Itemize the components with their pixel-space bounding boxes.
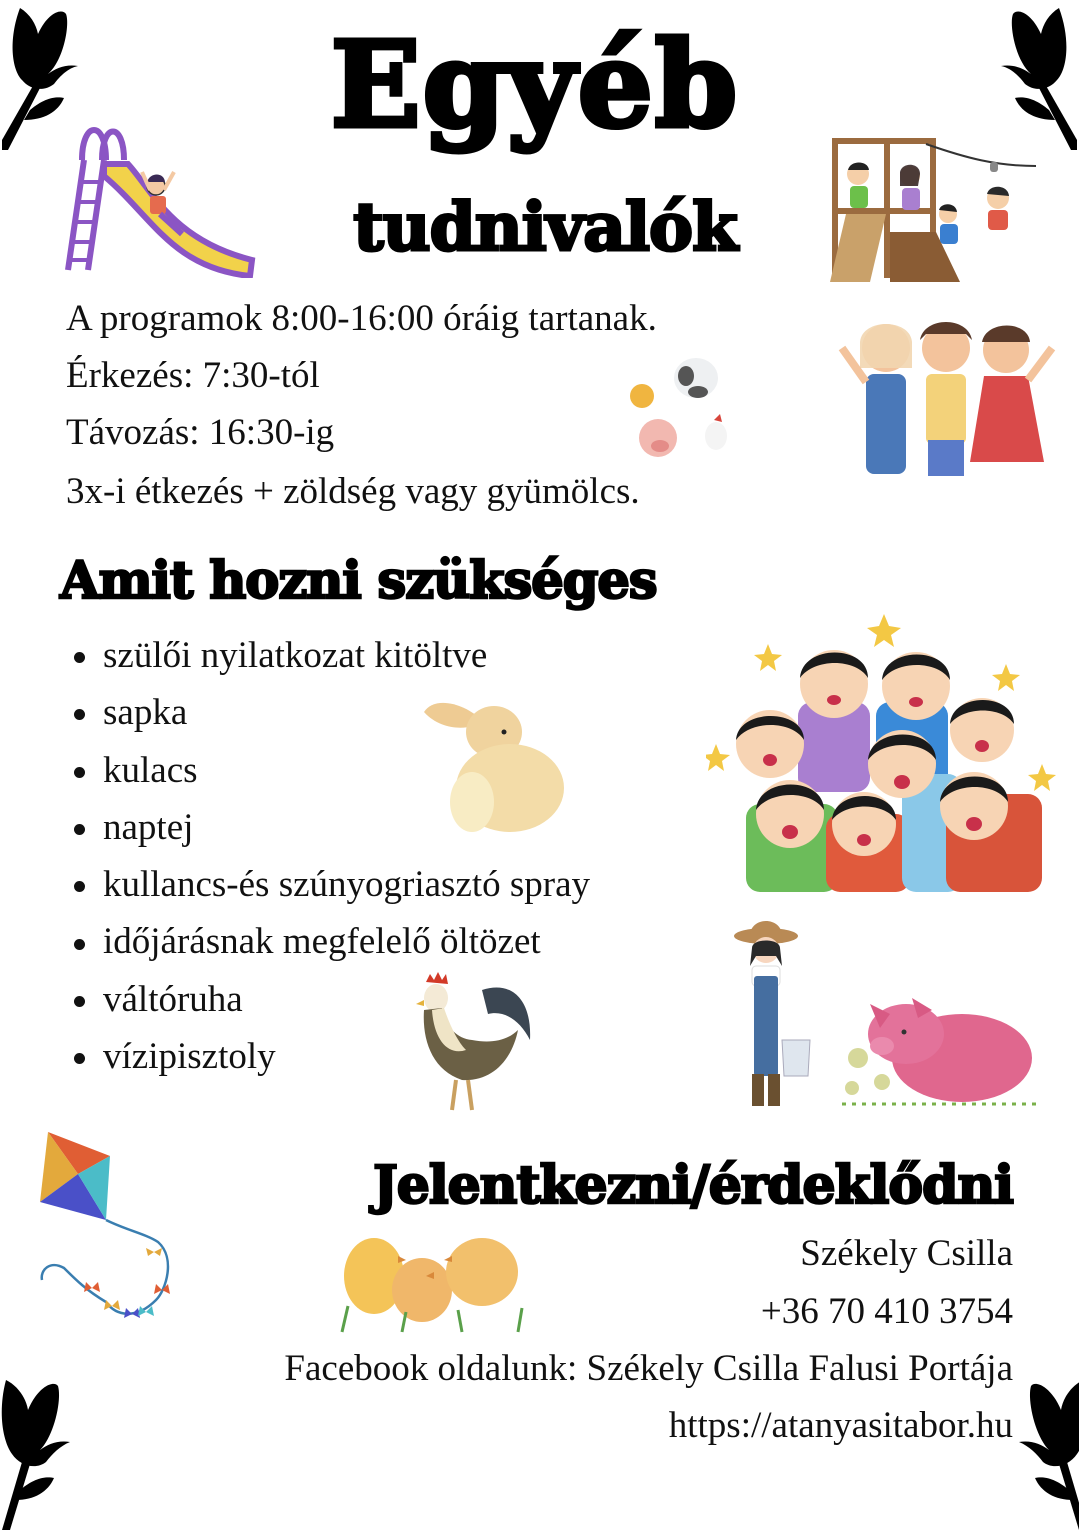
list-item xyxy=(74,856,590,913)
list-item xyxy=(74,684,590,741)
farmer-girl-illustration xyxy=(730,916,814,1108)
bring-section-heading: Amit hozni szükséges xyxy=(60,551,657,611)
bullet-icon xyxy=(74,709,85,720)
bullet-icon xyxy=(74,881,85,892)
kite-illustration xyxy=(36,1130,176,1336)
list-item xyxy=(74,971,590,1028)
list-item-label: szülői nyilatkozat kitöltve xyxy=(103,635,488,676)
slide-illustration xyxy=(62,120,258,278)
bullet-icon xyxy=(74,939,85,950)
arrival-time-text: Érkezés: 7:30-tól xyxy=(66,355,320,396)
list-item-label: kullancs-és szúnyogriasztó spray xyxy=(103,864,591,906)
contact-phone[interactable]: +36 70 410 3754 xyxy=(760,1291,1013,1332)
chicks-illustration xyxy=(322,1226,534,1334)
bullet-icon xyxy=(74,652,85,663)
list-item xyxy=(74,799,590,856)
meals-text: 3x-i étkezés + zöldség vagy gyümölcs. xyxy=(66,471,640,512)
bullet-icon xyxy=(74,996,85,1007)
list-item xyxy=(74,742,590,799)
cheering-kids-illustration xyxy=(706,614,1058,892)
tulip-icon-bottom-left xyxy=(0,1370,80,1530)
contact-name: Székely Csilla xyxy=(800,1233,1013,1274)
tulip-icon-top-right xyxy=(989,0,1079,150)
page-subtitle: tudnivalók xyxy=(353,188,737,266)
playground-zipline-illustration xyxy=(826,132,1040,284)
departure-time-text: Távozás: 16:30-ig xyxy=(66,412,335,453)
list-item-label: időjárásnak megfelelő öltözet xyxy=(103,921,541,963)
facebook-page-text: Facebook oldalunk: Székely Csilla Falusi Portája xyxy=(284,1348,1013,1389)
contact-section-heading: Jelentkezni/érdeklődni xyxy=(373,1155,1013,1216)
list-item-label: vízipisztoly xyxy=(103,1036,276,1078)
three-girls-illustration xyxy=(838,312,1056,488)
tulip-icon-bottom-right xyxy=(1009,1370,1079,1530)
list-item-label: naptej xyxy=(103,806,194,848)
list-item-label: sapka xyxy=(103,692,188,734)
list-item xyxy=(74,913,590,970)
list-item xyxy=(74,627,590,684)
list-item-label: kulacs xyxy=(103,749,198,791)
page-title: Egyéb xyxy=(330,15,740,154)
list-item-label: váltóruha xyxy=(103,978,243,1020)
list-item xyxy=(74,1028,590,1085)
bullet-icon xyxy=(74,767,85,778)
farm-animal-faces-illustration xyxy=(624,354,736,464)
pink-pig-illustration xyxy=(842,988,1038,1108)
bullet-icon xyxy=(74,824,85,835)
bullet-icon xyxy=(74,1053,85,1064)
program-hours-text: A programok 8:00-16:00 óráig tartanak. xyxy=(66,298,657,339)
bring-list xyxy=(74,627,590,1085)
website-link[interactable]: https://atanyasitabor.hu xyxy=(668,1405,1013,1446)
